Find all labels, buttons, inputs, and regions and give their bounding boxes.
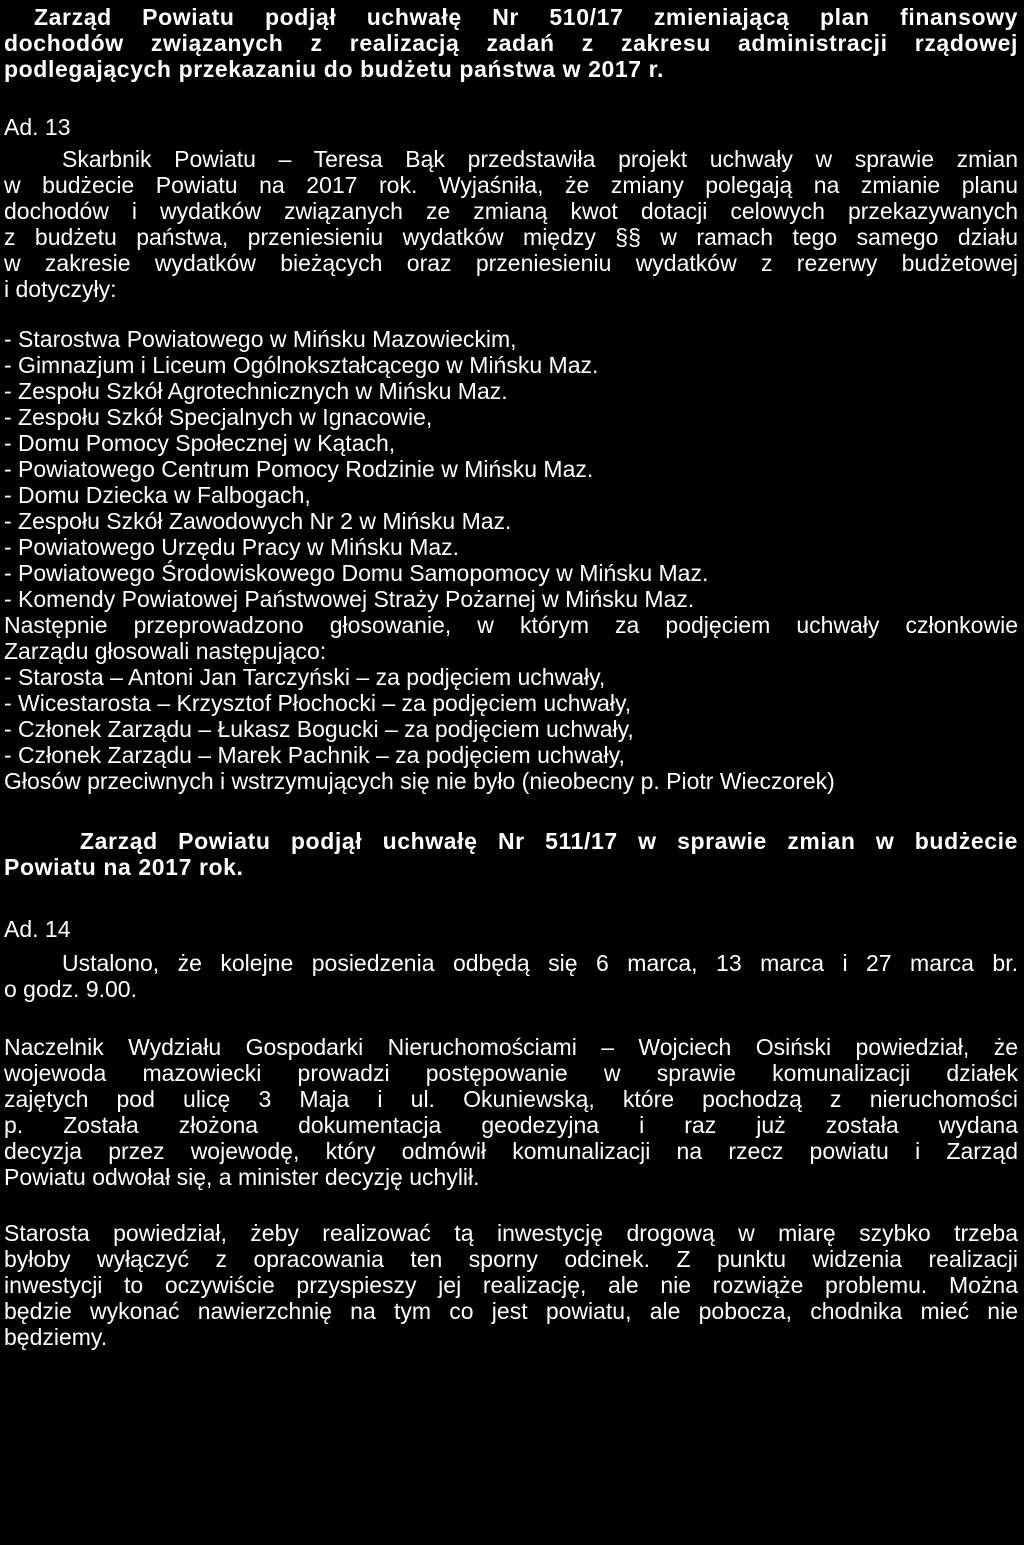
ad13-section	[4, 114, 1018, 880]
naczelnik-paragraph	[4, 1034, 1018, 1190]
list-item: - Członek Zarządu – Łukasz Bogucki – za podjęciem uchwały,	[4, 716, 634, 742]
ad14-meeting-line-1: Ustalono, że kolejne posiedzenia odbędą się 6 marca, 13 marca i 27 marca br.	[62, 950, 1018, 976]
list-item: - Zespołu Szkół Specjalnych w Ignacowie,	[4, 404, 433, 430]
list-item: - Powiatowego Urzędu Pracy w Mińsku Maz.	[4, 534, 460, 560]
list-item: - Członek Zarządu – Marek Pachnik – za podjęciem uchwały,	[4, 742, 625, 768]
ad14-heading: Ad. 14	[4, 916, 71, 942]
naczelnik-line-6: Powiatu odwołał się, a minister decyzję uchylił.	[4, 1164, 480, 1190]
list-item: - Domu Pomocy Społecznej w Kątach,	[4, 430, 396, 456]
ad13-intro-line-4: z budżetu państwa, przeniesieniu wydatków między §§ w ramach tego samego działu	[4, 224, 1018, 250]
list-item: - Zespołu Szkół Zawodowych Nr 2 w Mińsku Maz.	[4, 508, 512, 534]
ad13-intro-line-3: dochodów i wydatków związanych ze zmianą kwot dotacji celowych przekazywanych	[4, 198, 1018, 224]
naczelnik-line-5: decyzja przez wojewodę, który odmówił komunalizacji na rzecz powiatu i Zarząd	[4, 1138, 1018, 1164]
ad13-intro-line-5: w zakresie wydatków bieżących oraz przeniesieniu wydatków z rezerwy budżetowej	[4, 250, 1018, 276]
ad13-intro-line-1: Skarbnik Powiatu – Teresa Bąk przedstawiła projekt uchwały w sprawie zmian	[62, 146, 1018, 172]
ad14-meeting-line-2: o godz. 9.00.	[4, 976, 137, 1002]
ad13-intro-line-6: i dotyczyły:	[4, 276, 117, 302]
starosta-line-2: byłoby wyłączyć z opracowania ten sporny odcinek. Z punktu widzenia realizacji	[4, 1246, 1018, 1272]
resolution-510-line-3: podlegających przekazaniu do budżetu państwa w 2017 r.	[4, 56, 664, 82]
ad13-units-list	[4, 326, 1018, 612]
starosta-line-4: będzie wykonać nawierzchnię na tym co jest powiatu, ale pobocza, chodnika mieć nie	[4, 1298, 1018, 1324]
list-item: - Starostwa Powiatowego w Mińsku Mazowieckim,	[4, 326, 517, 352]
list-item: - Wicestarosta – Krzysztof Płochocki – za podjęciem uchwały,	[4, 690, 632, 716]
list-item: - Powiatowego Środowiskowego Domu Samopomocy w Mińsku Maz.	[4, 560, 709, 586]
list-item: Głosów przeciwnych i wstrzymujących się nie było (nieobecny p. Piotr Wieczorek)	[4, 768, 835, 794]
ad14-section	[4, 916, 1018, 1350]
list-item: - Komendy Powiatowej Państwowej Straży Pożarnej w Mińsku Maz.	[4, 586, 695, 612]
list-item: - Gimnazjum i Liceum Ogólnokształcącego w Mińsku Maz.	[4, 352, 599, 378]
votes-list	[4, 664, 1018, 794]
starosta-paragraph	[4, 1220, 1018, 1350]
list-item: - Starosta – Antoni Jan Tarczyński – za podjęciem uchwały,	[4, 664, 606, 690]
naczelnik-line-1: Naczelnik Wydziału Gospodarki Nieruchomościami – Wojciech Osiński powiedział, że	[4, 1034, 1018, 1060]
starosta-line-3: inwestycji to oczywiście przyspieszy jej realizację, ale nie rozwiąże problemu. Można	[4, 1272, 1018, 1298]
list-item: - Powiatowego Centrum Pomocy Rodzinie w Mińsku Maz.	[4, 456, 594, 482]
resolution-510-line-2: dochodów związanych z realizacją zadań z zakresu administracji rządowej	[4, 30, 1018, 56]
ad13-heading: Ad. 13	[4, 114, 71, 140]
resolution-510-line-1: Zarząd Powiatu podjął uchwałę Nr 510/17 zmieniającą plan finansowy	[34, 4, 1018, 30]
resolution-511-line-2: Powiatu na 2017 rok.	[4, 854, 244, 880]
resolution-511-line-1: Zarząd Powiatu podjął uchwałę Nr 511/17 w sprawie zmian w budżecie	[80, 828, 1018, 854]
vote-intro-line-2: Zarządu głosowali następująco:	[4, 638, 327, 664]
resolution-510	[4, 0, 1018, 82]
starosta-line-5: będziemy.	[4, 1324, 108, 1350]
resolution-511	[4, 828, 1018, 880]
naczelnik-line-3: zajętych pod ulicę 3 Maja i ul. Okuniewską, które pochodzą z nieruchomości	[4, 1086, 1018, 1112]
ad13-intro-line-2: w budżecie Powiatu na 2017 rok. Wyjaśniła, że zmiany polegają na zmianie planu	[4, 172, 1018, 198]
vote-intro-line-1: Następnie przeprowadzono głosowanie, w którym za podjęciem uchwały członkowie	[4, 612, 1018, 638]
naczelnik-line-4: p. Została złożona dokumentacja geodezyjna i raz już została wydana	[4, 1112, 1018, 1138]
list-item: - Domu Dziecka w Falbogach,	[4, 482, 311, 508]
starosta-line-1: Starosta powiedział, żeby realizować tą inwestycję drogową w miarę szybko trzeba	[4, 1220, 1018, 1246]
list-item: - Zespołu Szkół Agrotechnicznych w Mińsku Maz.	[4, 378, 508, 404]
naczelnik-line-2: wojewoda mazowiecki prowadzi postępowanie w sprawie komunalizacji działek	[4, 1060, 1018, 1086]
